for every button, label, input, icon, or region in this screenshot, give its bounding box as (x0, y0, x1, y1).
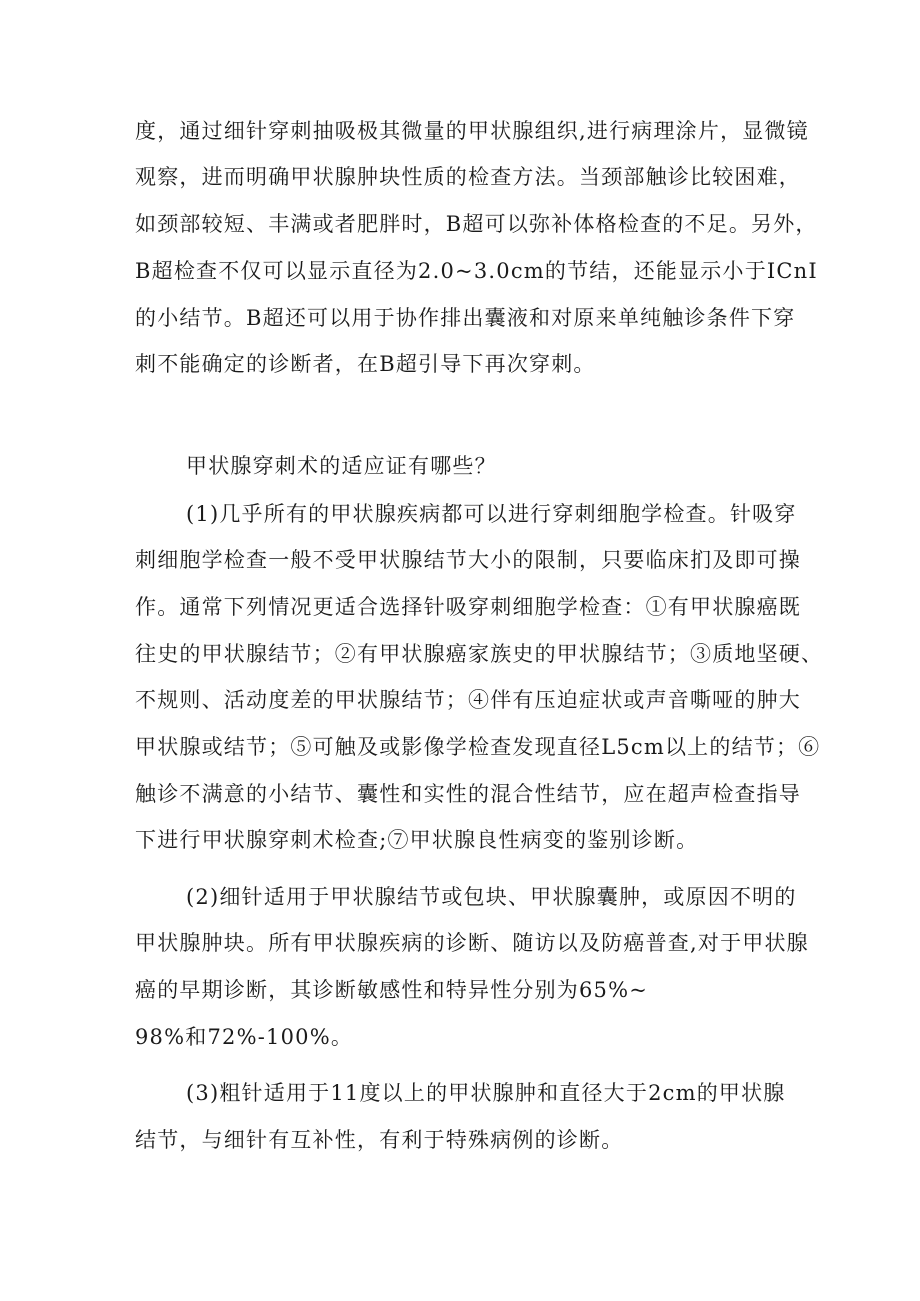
text-line: 作。通常下列情况更适合选择针吸穿刺细胞学检查：①有甲状腺癌既 (135, 595, 801, 619)
text-line: 观察，进而明确甲状腺肿块性质的检查方法。当颈部触诊比较困难， (135, 165, 801, 189)
text-line: 甲状腺或结节；⑤可触及或影像学检查发现直径L5cm以上的结节；⑥ (135, 735, 821, 759)
text-line: 的小结节。B超还可以用于协作排出囊液和对原来单纯触诊条件下穿 (135, 306, 796, 330)
text-line: (2)细针适用于甲状腺结节或包块、甲状腺囊肿，或原因不明的 (186, 885, 797, 909)
text-line: B超检查不仅可以显示直径为2.0~3.0cm的节结，还能显示小于ICnI (135, 259, 818, 283)
text-line: (1)几乎所有的甲状腺疾病都可以进行穿刺细胞学检查。针吸穿 (186, 502, 797, 526)
text-line: 刺不能确定的诊断者，在B超引导下再次穿刺。 (135, 352, 596, 376)
text-line: 如颈部较短、丰满或者肥胖时，B超可以弥补体格检查的不足。另外， (135, 212, 818, 236)
text-line: 刺细胞学检查一般不受甲状腺结节大小的限制，只要临床扪及即可操 (135, 548, 801, 572)
text-line: (3)粗针适用于11度以上的甲状腺肿和直径大于2cm的甲状腺 (186, 1081, 786, 1105)
text-line: 触诊不满意的小结节、囊性和实性的混合性结节，应在超声检查指导 (135, 782, 801, 806)
section-heading: 甲状腺穿刺术的适应证有哪些？ (186, 454, 497, 478)
text-line: 癌的早期诊断，其诊断敏感性和特异性分别为65%~ (135, 978, 649, 1002)
text-line: 下进行甲状腺穿刺术检查;⑦甲状腺良性病变的鉴别诊断。 (135, 828, 699, 852)
text-line: 98%和72%-100%。 (135, 1025, 354, 1049)
text-line: 往史的甲状腺结节；②有甲状腺癌家族史的甲状腺结节；③质地坚硬、 (135, 642, 824, 666)
text-line: 不规则、活动度差的甲状腺结节；④伴有压迫症状或声音嘶哑的肿大 (135, 688, 801, 712)
text-line: 甲状腺肿块。所有甲状腺疾病的诊断、随访以及防癌普查,对于甲状腺 (135, 931, 809, 955)
text-line: 结节，与细针有互补性，有利于特殊病例的诊断。 (135, 1128, 624, 1152)
text-line: 度，通过细针穿刺抽吸极其微量的甲状腺组织,进行病理涂片，显微镜 (135, 119, 809, 143)
